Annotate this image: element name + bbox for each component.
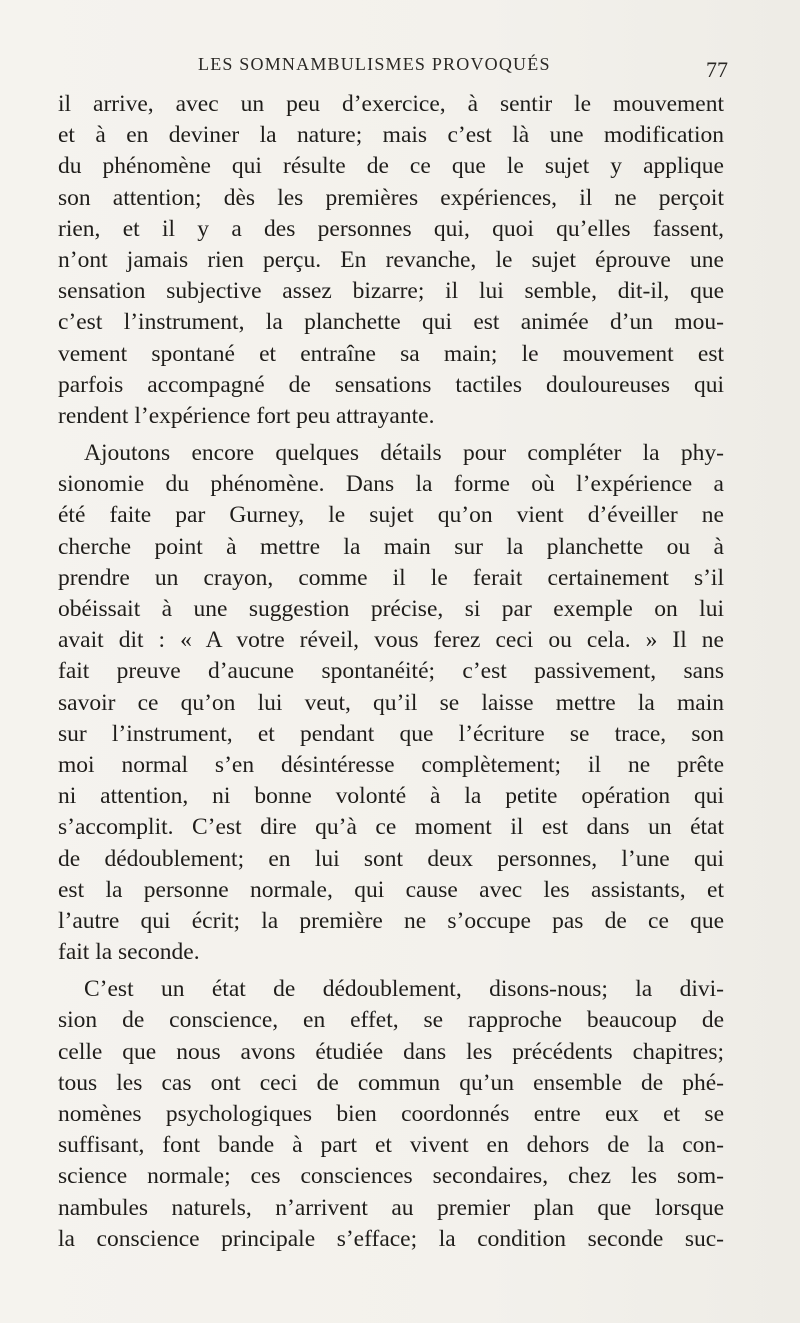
text-line: il arrive, avec un peu d’exercice, à sentir le mouvement <box>58 91 724 117</box>
text-line: est la personne normale, qui cause avec les assistants, et <box>58 876 724 903</box>
page-number: 77 <box>706 57 728 82</box>
text-line: tous les cas ont ceci de commun qu’un ensemble de phé- <box>58 1069 724 1096</box>
text-line: obéissait à une suggestion précise, si par exemple on lui <box>58 596 724 622</box>
text-line: rien, et il y a des personnes qui, quoi qu’elles fassent, <box>58 215 724 242</box>
text-line: c’est l’instrument, la planchette qui est animée d’un mou- <box>58 309 724 336</box>
text-line: fait preuve d’aucune spontanéité; c’est passivement, sans <box>58 658 724 685</box>
paragraph-1 <box>58 89 724 432</box>
text-line: savoir ce qu’on lui veut, qu’il se laisse mettre la main <box>58 689 724 716</box>
text-line: cherche point à mettre la main sur la planchette ou à <box>58 533 724 560</box>
running-header <box>58 54 728 80</box>
text-line: science normale; ces consciences secondaires, chez les som- <box>58 1163 724 1190</box>
text-line: suffisant, font bande à part et vivent en dehors de la con- <box>58 1132 724 1159</box>
text-line: la conscience principale s’efface; la condition seconde suc- <box>58 1225 724 1252</box>
text-line: parfois accompagné de sensations tactiles douloureuses qui <box>58 371 724 398</box>
body-text <box>58 89 724 1255</box>
paragraph-2 <box>58 438 724 968</box>
text-line: de dédoublement; en lui sont deux personnes, l’une qui <box>58 845 724 872</box>
text-line: été faite par Gurney, le sujet qu’on vient d’éveiller ne <box>58 502 724 529</box>
text-line: nomènes psychologiques bien coordonnés entre eux et se <box>58 1101 724 1127</box>
text-line: vement spontané et entraîne sa main; le mouvement est <box>58 340 724 367</box>
text-line: sion de conscience, en effet, se rapproche beaucoup de <box>58 1007 724 1034</box>
text-line: nambules naturels, n’arrivent au premier plan que lorsque <box>58 1194 724 1221</box>
text-line: avait dit : « A votre réveil, vous ferez ceci ou cela. » Il ne <box>58 627 724 654</box>
text-line: et à en deviner la nature; mais c’est là une modification <box>58 122 724 149</box>
text-line: son attention; dès les premières expériences, il ne perçoit <box>58 184 724 211</box>
text-line: rendent l’expérience fort peu attrayante. <box>58 402 435 429</box>
text-line: l’autre qui écrit; la première ne s’occupe pas de ce que <box>58 907 724 934</box>
text-line: ni attention, ni bonne volonté à la petite opération qui <box>58 783 724 810</box>
text-line: du phénomène qui résulte de ce que le sujet y applique <box>58 153 724 180</box>
text-line: C’est un état de dédoublement, disons-nous; la divi- <box>84 976 724 1003</box>
paragraph-3 <box>58 974 724 1255</box>
text-line: s’accomplit. C’est dire qu’à ce moment il est dans un état <box>58 814 724 841</box>
text-line: moi normal s’en désintéresse complètement; il ne prête <box>58 751 724 778</box>
text-line: sionomie du phénomène. Dans la forme où l’expérience a <box>58 471 724 498</box>
text-line: sensation subjective assez bizarre; il lui semble, dit-il, que <box>58 278 724 305</box>
text-line: Ajoutons encore quelques détails pour compléter la phy- <box>84 440 724 467</box>
text-line: n’ont jamais rien perçu. En revanche, le sujet éprouve une <box>58 246 724 273</box>
running-title: LES SOMNAMBULISMES PROVOQUÉS <box>198 54 551 74</box>
text-line: fait la seconde. <box>58 939 200 966</box>
text-line: prendre un crayon, comme il le ferait certainement s’il <box>58 564 724 591</box>
text-line: celle que nous avons étudiée dans les précédents chapitres; <box>58 1038 724 1065</box>
text-line: sur l’instrument, et pendant que l’écriture se trace, son <box>58 720 724 747</box>
